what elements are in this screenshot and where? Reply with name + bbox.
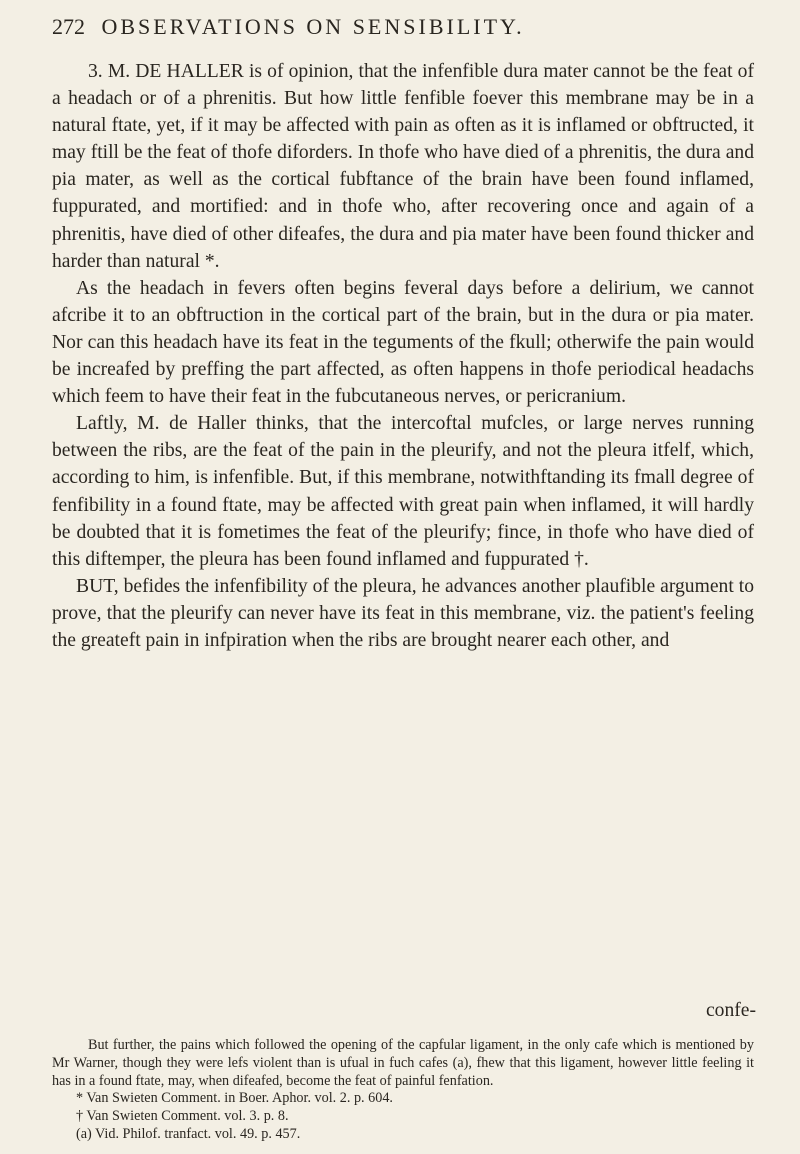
paragraph: 3. M. DE HALLER is of opinion, that the infenfible dura mater cannot be the feat of a headach or of a phrenitis. But how little fenfible foever this membrane may be in a natural ftate, yet, if it may be affected with pain as often as it is inflamed or obftructed, it may ftill be the feat of thofe diforders. In thofe who have died of a phrenitis, the dura and pia mater, as well as the cortical fubftance of the brain have been found inflamed, fuppurated, and mortified: and in thofe who, after recovering once and again of a phrenitis, have died of other difeafes, the dura and pia mater have been found thicker and harder than natural *. (52, 61, 754, 272)
catchword: confe- (705, 1000, 756, 1021)
paragraph: BUT, befides the infenfibility of the pleura, he advances another plaufible argument to prove, that the pleurify can never have its feat in this membrane, viz. the patient's feeling the greateft pain in infpiration when the ribs are brought nearer each other, and (52, 575, 754, 651)
paragraph: Laftly, M. de Haller thinks, that the intercoftal mufcles, or large nerves running between the ribs, are the feat of the pain in the pleurify, and not the pleura itfelf, which, according to him, is infenfible. But, if this membrane, notwithftanding its fmall degree of fenfibility in a found ftate, may be affected with great pain when inflamed, it will hardly be doubted that it is fometimes the feat of the pleurify; fince, in thofe who have died of this diftemper, the pleura has been found inflamed and fuppurated †. (52, 413, 754, 570)
running-title: OBSERVATIONS ON SENSIBILITY. (101, 14, 525, 39)
page-number: 272 (52, 14, 85, 39)
paragraph: As the headach in fevers often begins feveral days before a delirium, we cannot afcribe it to an obftruction in the cortical part of the brain, but in the dura or pia mater. Nor can this headach have its feat in the teguments of the fkull; otherwife the pain would be increafed by preffing the part affected, as often happens in thofe periodical headachs which feem to have their feat in the fubcutaneous nerves, or pericranium. (52, 277, 754, 408)
footnote: * Van Swieten Comment. in Boer. Aphor. vol. 2. p. 604. (76, 1090, 393, 1107)
footnotes (52, 1037, 754, 1144)
footnote: But further, the pains which followed the opening of the capfular ligament, in the only cafe which is mentioned by Mr Warner, though they were lefs violent than is ufual in fuch cafes (a), fhew that this ligament, however little feeling it has in a found ftate, may, when difeafed, become the feat of painful fenfation. (52, 1037, 754, 1089)
footnote: † Van Swieten Comment. vol. 3. p. 8. (76, 1108, 289, 1125)
main-text (52, 58, 754, 654)
footnote: (a) Vid. Philof. tranfact. vol. 49. p. 457. (76, 1125, 301, 1142)
running-header (52, 14, 752, 40)
